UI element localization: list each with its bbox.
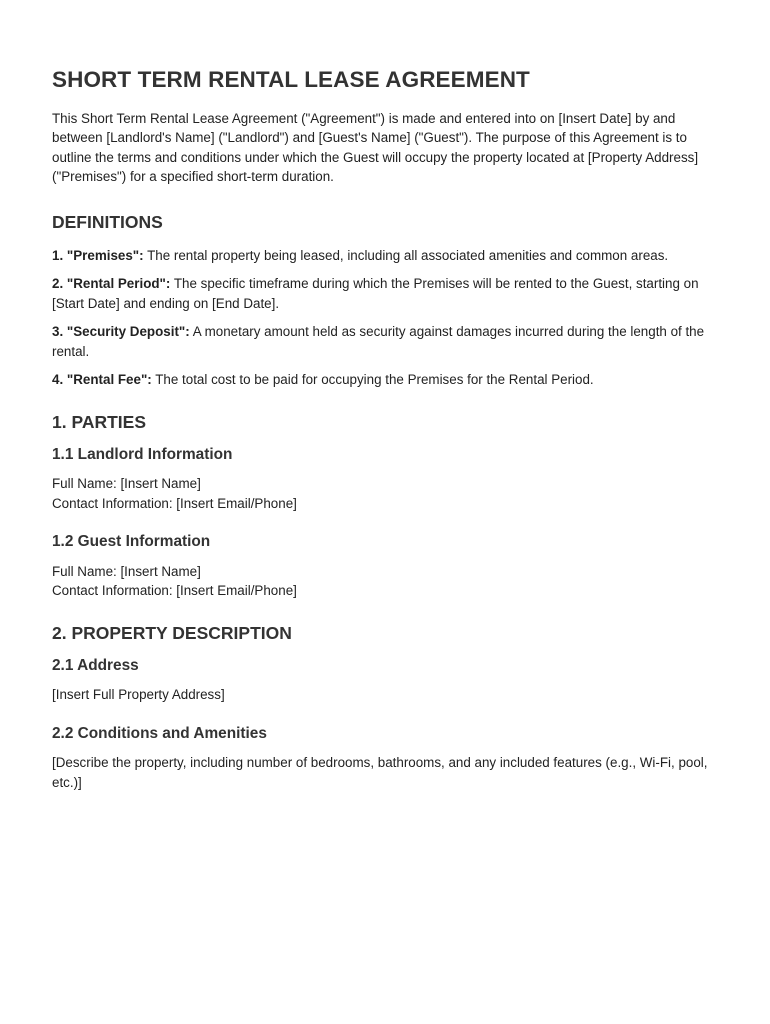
guest-contact-line: Contact Information: [Insert Email/Phone] (52, 583, 297, 599)
definition-text: The specific timeframe during which the Premises will be rented to the Guest, starting on [Start Date] and ending on [End Date]. (52, 276, 699, 311)
landlord-info-block (52, 446, 722, 513)
conditions-heading: 2.2 Conditions and Amenities (52, 724, 267, 742)
definition-term: 3. "Security Deposit": (52, 324, 190, 340)
intro-paragraph: This Short Term Rental Lease Agreement ("Agreement") is made and entered into on [Insert Date] by and between [Landlord's Name] ("Landlord") and [Guest's Name] ("Guest"). The purpose of this Agreement is to outline the terms and conditions under which the Guest will occupy the property located at [Property Address] ("Premises") for a specified short-term duration. (52, 110, 699, 185)
property-section (52, 623, 722, 792)
parties-heading: 1. PARTIES (52, 411, 147, 432)
conditions-text: [Describe the property, including number of bedrooms, bathrooms, and any included features (e.g., Wi-Fi, pool, etc.)] (52, 755, 708, 790)
definitions-heading: DEFINITIONS (52, 211, 163, 232)
guest-info-heading: 1.2 Guest Information (52, 533, 211, 551)
definition-term: 1. "Premises": (52, 247, 144, 263)
document-title: SHORT TERM RENTAL LEASE AGREEMENT (52, 67, 530, 92)
landlord-name-line: Full Name: [Insert Name] (52, 476, 201, 492)
definitions-list (52, 246, 722, 390)
address-text: [Insert Full Property Address] (52, 687, 225, 703)
landlord-info-heading: 1.1 Landlord Information (52, 445, 233, 463)
definition-text: The rental property being leased, including all associated amenities and common areas. (143, 247, 669, 263)
definitions-section (52, 212, 722, 390)
guest-info-text (52, 562, 722, 601)
property-heading: 2. PROPERTY DESCRIPTION (52, 622, 292, 643)
definition-text: The total cost to be paid for occupying the Premises for the Rental Period. (151, 372, 594, 388)
conditions-block (52, 725, 722, 792)
guest-name-line: Full Name: [Insert Name] (52, 563, 201, 579)
definition-term: 4. "Rental Fee": (52, 372, 152, 388)
definition-item (52, 246, 722, 266)
address-heading: 2.1 Address (52, 656, 139, 674)
definition-item (52, 370, 722, 390)
definition-term: 2. "Rental Period": (52, 276, 171, 292)
definition-item (52, 322, 722, 361)
landlord-contact-line: Contact Information: [Insert Email/Phone] (52, 495, 297, 511)
parties-section (52, 412, 722, 601)
definition-item (52, 274, 722, 313)
address-block (52, 657, 722, 705)
definition-text: A monetary amount held as security against damages incurred during the length of the rental. (52, 324, 705, 359)
landlord-info-text (52, 474, 722, 513)
guest-info-block (52, 533, 722, 600)
document-page (52, 68, 722, 812)
